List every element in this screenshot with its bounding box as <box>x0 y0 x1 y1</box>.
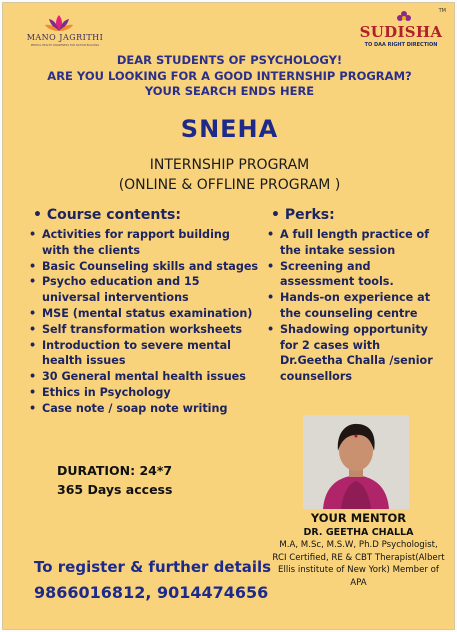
register-block <box>34 555 271 605</box>
course-item: • MSE (mental status examination) <box>29 306 257 322</box>
mano-jagrithi-logo <box>15 13 115 53</box>
course-item: • Psycho education and 15 universal interventions <box>29 274 257 306</box>
course-item: • Basic Counseling skills and stages <box>29 259 257 275</box>
course-item: • Activities for rapport building with the clients <box>29 227 257 259</box>
program-subtitle <box>3 155 455 195</box>
lotus-icon <box>45 13 73 33</box>
left-logo-name: MANO JAGRITHI <box>26 33 104 42</box>
perks-heading: • Perks: <box>271 207 335 223</box>
subtitle-line-2: (ONLINE & OFFLINE PROGRAM ) <box>118 177 341 193</box>
right-logo-name: SUDISHA <box>359 23 443 41</box>
course-item: • Introduction to severe mental health issues <box>29 338 257 370</box>
perk-item: • A full length practice of the intake session <box>267 227 437 259</box>
mentor-credentials: M.A, M.Sc, M.S.W, Ph.D Psychologist, RCI Certified, RE & CBT Therapist(Albert Ellis institute of New York) Member of APA <box>272 540 445 588</box>
course-item: • Self transformation worksheets <box>29 322 257 338</box>
sudisha-logo <box>356 8 446 56</box>
headline-line-3: YOUR SEARCH ENDS HERE <box>144 84 315 98</box>
course-contents-heading: • Course contents: <box>33 207 181 223</box>
duration-block <box>57 461 172 499</box>
poster <box>2 2 455 630</box>
duration-line: DURATION: 24*7 <box>57 463 173 478</box>
left-logo-tagline: MENTAL HEALTH AWARENESS FOR NATION BUILDING <box>30 44 100 47</box>
course-item: • Ethics in Psychology <box>29 385 257 401</box>
perk-item: • Hands-on experience at the counseling centre <box>267 290 437 322</box>
phone-numbers[interactable]: 9866016812, 9014474656 <box>34 583 269 602</box>
course-item: • Case note / soap note writing <box>29 401 257 417</box>
mentor-label: YOUR MENTOR <box>310 511 407 525</box>
perk-item: • Screening and assessment tools. <box>267 259 437 291</box>
course-contents-section <box>29 207 257 417</box>
access-line: 365 Days access <box>57 482 173 497</box>
course-item: • 30 General mental health issues <box>29 369 257 385</box>
mentor-name: DR. GEETHA CHALLA <box>303 527 414 538</box>
headline-line-2: ARE YOU LOOKING FOR A GOOD INTERNSHIP PROGRAM? <box>47 68 412 83</box>
trademark-mark: TM <box>438 8 446 14</box>
perks-list <box>267 227 437 385</box>
right-logo-tagline: TO DAA RIGHT DIRECTION <box>364 42 438 48</box>
headline <box>3 53 455 100</box>
mentor-portrait-image <box>303 415 409 509</box>
subtitle-line-1: INTERNSHIP PROGRAM <box>149 157 310 173</box>
mentor-info <box>271 511 446 589</box>
perk-item: • Shadowing opportunity for 2 cases with Dr.Geetha Challa /senior counsellors <box>267 322 437 385</box>
mentor-photo <box>303 415 409 509</box>
program-title: SNEHA <box>180 115 279 143</box>
headline-line-1: DEAR STUDENTS OF PSYCHOLOGY! <box>116 53 343 67</box>
register-text: To register & further details <box>34 558 272 576</box>
perks-section <box>267 207 437 385</box>
course-contents-list <box>29 227 257 417</box>
